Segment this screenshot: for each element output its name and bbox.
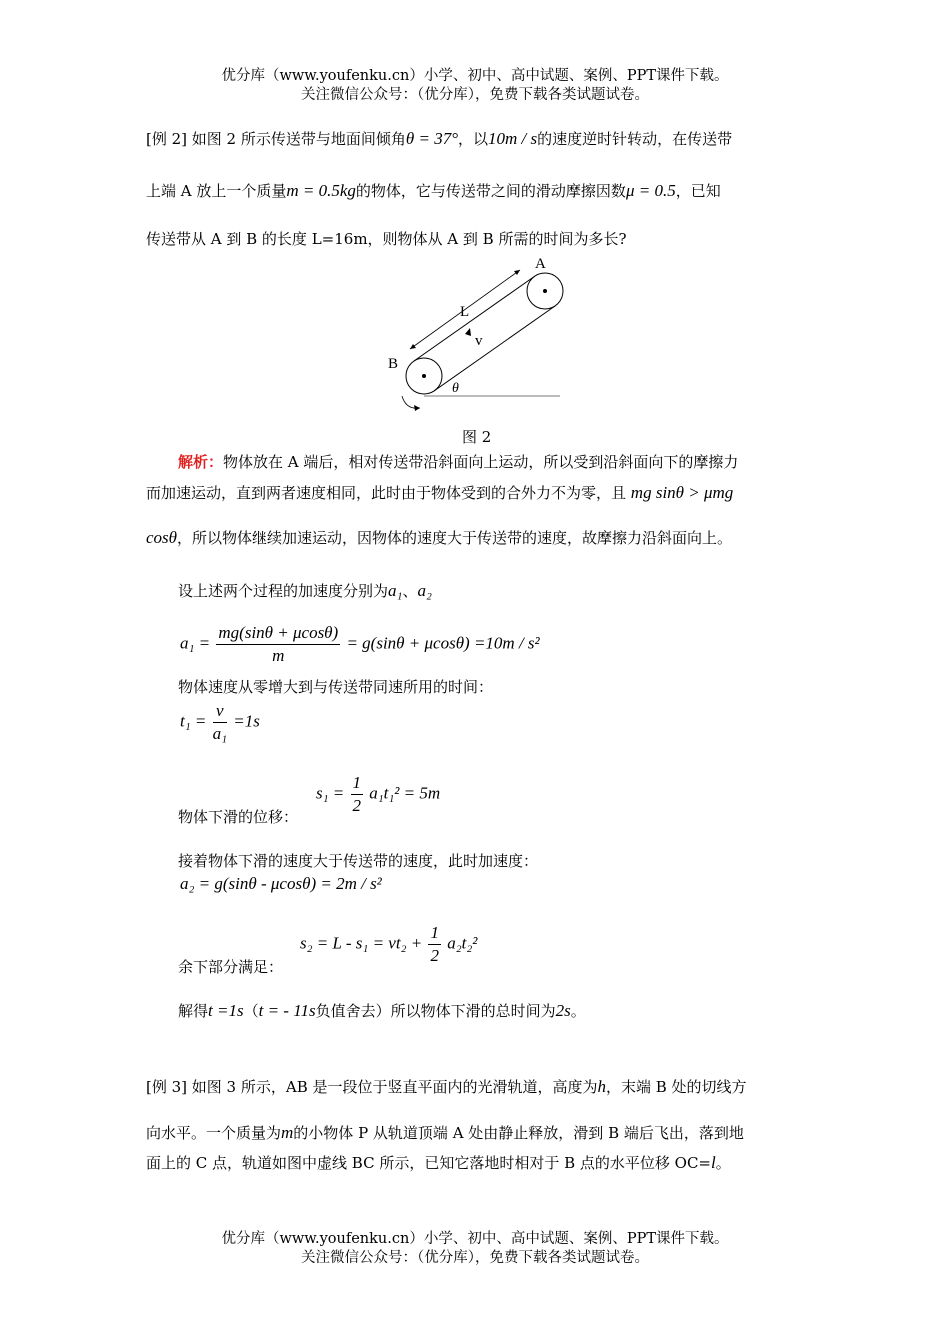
label-l: L: [460, 304, 470, 320]
ex3-text: 。: [715, 1154, 731, 1172]
cos-theta: cosθ: [146, 528, 178, 547]
eq-a1-denominator: m: [272, 646, 285, 665]
solution-text: 设上述两个过程的加速度分别为: [178, 582, 389, 600]
mass-value: m = 0.5kg: [286, 181, 356, 200]
eq-t1-numerator: v: [213, 700, 227, 723]
equation-s1: [316, 772, 440, 817]
theta-value: θ = 37°: [405, 129, 458, 148]
equation-s2: [300, 922, 477, 967]
total-time: 2s: [555, 1001, 571, 1020]
solution-title: 解析：: [178, 453, 224, 471]
eq-s1-lhs: s₁ =: [316, 783, 345, 803]
a1-symbol: a₁: [388, 581, 403, 600]
ex2-text: ，以: [458, 130, 489, 148]
ex3-text: 面上的 C 点，轨道如图中虚线 BC 所示，已知它落地时相对于 B 点的水平位移 OC=: [146, 1154, 712, 1172]
solution-text: 负值舍去）所以物体下滑的总时间为: [315, 1002, 556, 1020]
page-header-line1: 优分库（www.youfenku.cn）小学、初中、高中试题、案例、PPT课件下载。: [221, 68, 729, 84]
page-footer-line1: 优分库（www.youfenku.cn）小学、初中、高中试题、案例、PPT课件下载。: [221, 1231, 729, 1247]
length-arrow-head-up: [514, 270, 520, 275]
ex3-text: 向水平。一个质量为: [146, 1124, 282, 1142]
separator: 、: [402, 582, 418, 600]
eq-t1-denominator: a₁: [212, 724, 228, 743]
length-arrow-head-down: [410, 344, 416, 349]
eq-a1-numerator: mg(sinθ + μcosθ): [216, 622, 340, 645]
displacement-l: l: [711, 1153, 716, 1172]
eq-t1-fraction: [213, 700, 227, 745]
ex3-text: [例 3] 如图 3 所示，AB 是一段位于竖直平面内的光滑轨道，高度为: [146, 1078, 598, 1096]
ex3-line1: [146, 1076, 747, 1097]
bottom-pulley-axle: [422, 374, 426, 378]
top-pulley-axle: [543, 289, 547, 293]
solution-text: ，所以物体继续加速运动，因物体的速度大于传送带的速度，故摩擦力沿斜面向上。: [177, 529, 733, 547]
eq-s2-lhs: s₂ = L - s₁ = vt₂ +: [300, 933, 423, 953]
t-negative: t = - 11s: [258, 1001, 316, 1020]
eq-s2-rhs: a₂t₂²: [447, 933, 478, 953]
ex2-line3: 传送带从 A 到 B 的长度 L=16m，则物体从 A 到 B 所需的时间为多长?: [146, 230, 627, 248]
page-footer-line2: 关注微信公众号：（优分库），免费下载各类试题试卷。: [301, 1250, 649, 1266]
eq-a1-fraction: [216, 622, 340, 667]
velocity-arrow-icon: [465, 328, 471, 336]
solution-text: 物体放在 A 端后，相对传送带沿斜面向上运动，所以受到沿斜面向下的摩擦力: [223, 453, 739, 471]
eq-s1-numerator: 1: [351, 772, 364, 795]
ex2-text: 的物体，它与传送带之间的滑动摩擦因数: [355, 182, 626, 200]
a2-symbol: a₂: [417, 581, 432, 600]
solution-line1: [178, 451, 738, 472]
solution-line9: [178, 1000, 586, 1021]
solution-line3: [146, 527, 732, 548]
solution-text: 。: [570, 1002, 586, 1020]
page-header-line2: 关注微信公众号：（优分库），免费下载各类试题试卷。: [301, 87, 649, 103]
ex3-text: 的小物体 P 从轨道顶端 A 处由静止释放，滑到 B 端后飞出，落到地: [293, 1124, 744, 1142]
solution-text: 而加速运动，直到两者速度相同，此时由于物体受到的合外力不为零，且: [146, 484, 627, 502]
ex2-text: 的速度逆时针转动，在传送带: [537, 130, 733, 148]
figure-caption: 图 2: [462, 428, 492, 446]
label-theta: θ: [452, 381, 459, 396]
ex2-text: [例 2] 如图 2 所示传送带与地面间倾角: [146, 130, 406, 148]
eq-t1-rhs: =1s: [233, 711, 260, 731]
belt-speed: 10m / s: [488, 129, 538, 148]
eq-s2-numerator: 1: [428, 922, 441, 945]
ex3-line2: [146, 1122, 744, 1143]
rotation-arrow-icon: [402, 396, 420, 408]
eq-s2-denominator: 2: [430, 946, 439, 965]
ex2-text: ，已知: [675, 182, 721, 200]
height-h: h: [597, 1077, 606, 1096]
mass-m: m: [281, 1123, 294, 1142]
friction-inequality: mg sinθ > μmg: [630, 483, 734, 502]
rotation-arrowhead-icon: [414, 405, 420, 411]
label-b: B: [388, 356, 399, 372]
equation-t1: [180, 700, 260, 745]
solution-line6: 物体下滑的位移：: [178, 808, 299, 826]
equation-a2: a₂ = g(sinθ - μcosθ) = 2m / s²: [180, 874, 382, 893]
equation-a1: [180, 622, 540, 667]
ex2-line2: [146, 180, 721, 201]
conveyor-figure: [380, 250, 580, 420]
eq-t1-lhs: t₁ =: [180, 711, 207, 731]
ex2-line1: [146, 128, 732, 149]
solution-line4: [178, 580, 432, 601]
ex3-line3: [146, 1152, 731, 1173]
ex2-text: 上端 A 放上一个质量: [146, 182, 287, 200]
solution-text: （: [243, 1002, 259, 1020]
eq-s1-denominator: 2: [352, 796, 361, 815]
label-a: A: [535, 256, 546, 272]
eq-a1-lhs: a₁ =: [180, 633, 211, 653]
ex3-text: ，末端 B 处的切线方: [606, 1078, 747, 1096]
eq-s2-fraction: [428, 922, 441, 967]
eq-s1-rhs: a₁t₁² = 5m: [369, 783, 441, 803]
solution-line7: 接着物体下滑的速度大于传送带的速度，此时加速度：: [178, 852, 539, 870]
eq-s1-fraction: [351, 772, 364, 817]
eq-a1-mid: = g(sinθ + μcosθ): [346, 633, 470, 653]
mu-value: μ = 0.5: [625, 181, 676, 200]
label-v: v: [475, 333, 483, 349]
eq-a1-rhs: =10m / s²: [473, 633, 540, 653]
solution-line8: 余下部分满足：: [178, 958, 284, 976]
solution-line5: 物体速度从零增大到与传送带同速所用的时间：: [178, 678, 494, 696]
solution-text: 解得: [178, 1002, 209, 1020]
solution-line2: [146, 482, 733, 503]
t-value: t =1s: [208, 1001, 244, 1020]
